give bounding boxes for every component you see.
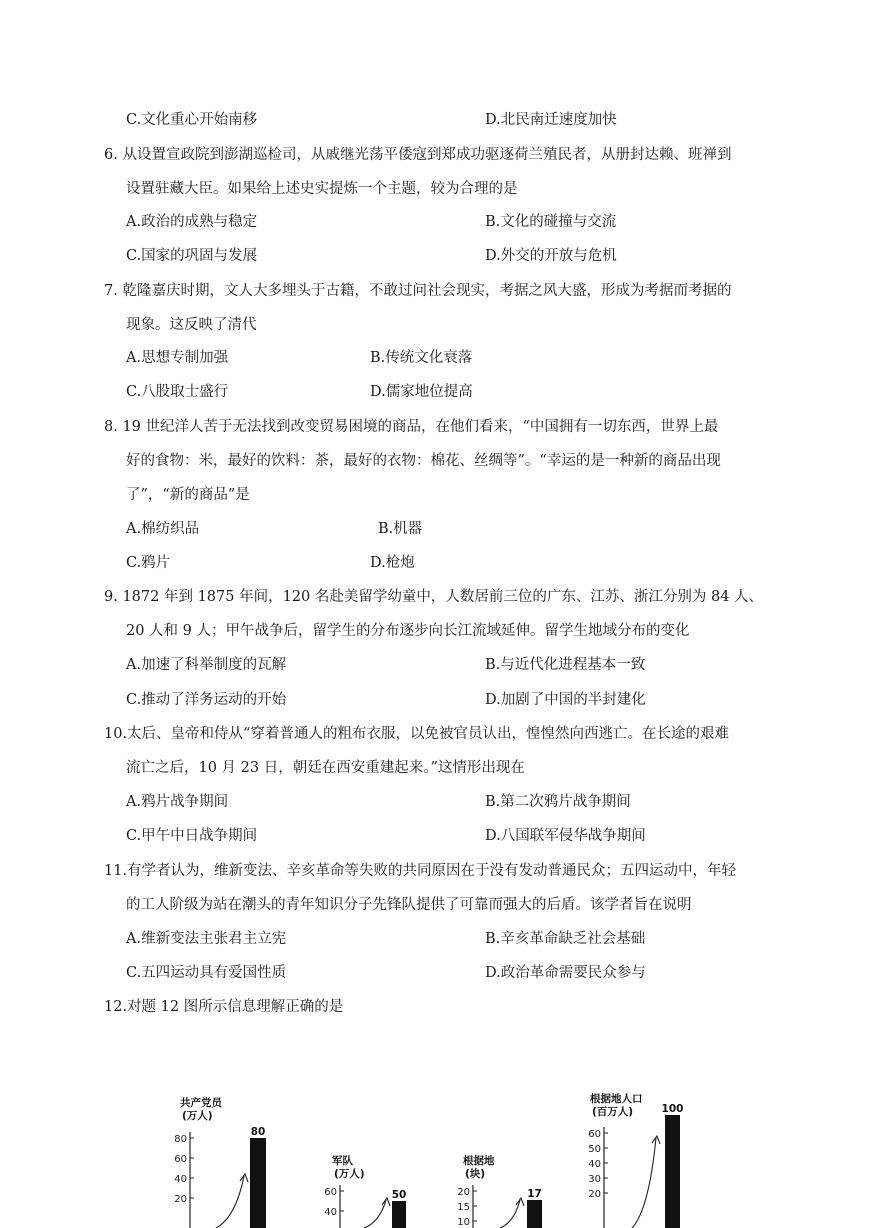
chart-1-tick-label: 40 bbox=[324, 1207, 337, 1218]
q5-option-d: D.北民南迁速度加快 bbox=[485, 112, 617, 128]
chart-0-growth-arrow bbox=[216, 1176, 244, 1228]
chart-0-tick-label: 40 bbox=[174, 1174, 187, 1185]
chart-2-bar bbox=[527, 1200, 542, 1228]
chart-2-tick-label: 20 bbox=[457, 1187, 470, 1198]
q11-option-c: C.五四运动具有爱国性质 bbox=[126, 965, 287, 981]
chart-3-tick-label: 60 bbox=[588, 1129, 601, 1140]
q8-option-b: B.机器 bbox=[378, 521, 423, 537]
chart-1-ylabel: 军队 bbox=[332, 1155, 353, 1167]
q8-option-c: C.鸦片 bbox=[126, 555, 171, 571]
q7-option-a: A.思想专制加强 bbox=[126, 350, 229, 366]
q9-stem-line1: 9. 1872 年到 1875 年间，120 名赴美留学幼童中，人数居前三位的广东、江苏、浙江分别为 84 人、 bbox=[104, 589, 764, 605]
q11-option-d: D.政治革命需要民众参与 bbox=[485, 965, 646, 981]
chart-0-tick-label: 80 bbox=[174, 1134, 187, 1145]
chart-3-tick-label: 50 bbox=[588, 1144, 601, 1155]
chart-2-ylabel: 根据地 bbox=[463, 1155, 495, 1167]
chart-2-yunit: (块) bbox=[465, 1168, 486, 1180]
q12-figure bbox=[160, 1088, 720, 1228]
q11-stem-line1: 11.有学者认为，维新变法、辛亥革命等失败的共同原因在于没有发动普通民众；五四运动中，年轻 bbox=[104, 863, 737, 879]
chart-0-tick-label: 20 bbox=[174, 1194, 187, 1205]
q12-stem-line1: 12.对题 12 图所示信息理解正确的是 bbox=[104, 999, 344, 1015]
q6-option-a: A.政治的成熟与稳定 bbox=[126, 214, 258, 230]
chart-0-value-label: 80 bbox=[250, 1126, 266, 1138]
q5-option-c: C.文化重心开始南移 bbox=[126, 112, 258, 128]
chart-2-value-label: 17 bbox=[527, 1188, 542, 1200]
q10-option-b: B.第二次鸦片战争期间 bbox=[485, 794, 631, 810]
chart-0-yunit: (万人) bbox=[182, 1110, 213, 1122]
q6-stem-line1: 6. 从设置宣政院到澎湖巡检司，从戚继光荡平倭寇到郑成功驱逐荷兰殖民者，从册封达赖、班禅到 bbox=[104, 147, 732, 163]
q7-option-c: C.八股取士盛行 bbox=[126, 384, 229, 400]
q8-stem-line3: 了”，“新的商品”是 bbox=[126, 487, 250, 503]
chart-1-value-label: 50 bbox=[391, 1189, 407, 1201]
q11-stem-line2: 的工人阶级为站在潮头的青年知识分子先锋队提供了可靠而强大的后盾。该学者旨在说明 bbox=[126, 897, 692, 913]
chart-1-bar bbox=[392, 1201, 406, 1228]
q9-stem-line2: 20 人和 9 人；甲午战争后，留学生的分布逐步向长江流域延伸。留学生地域分布的变化 bbox=[126, 623, 690, 639]
q12-chart-svg bbox=[160, 1088, 720, 1228]
chart-0-bar bbox=[250, 1138, 266, 1228]
chart-3-yunit: (百万人) bbox=[592, 1106, 634, 1118]
q10-option-a: A.鸦片战争期间 bbox=[126, 794, 229, 810]
q10-stem-line1: 10.太后、皇帝和侍从“穿着普通人的粗布衣服，以免被官员认出，惶惶然向西逃亡。在长途的艰难 bbox=[104, 726, 729, 742]
chart-3-tick-label: 30 bbox=[588, 1174, 601, 1185]
chart-1-arrow-head bbox=[382, 1198, 390, 1206]
q10-option-c: C.甲午中日战争期间 bbox=[126, 828, 258, 844]
q6-option-c: C.国家的巩固与发展 bbox=[126, 248, 258, 264]
chart-3-tick-label: 20 bbox=[588, 1189, 601, 1200]
chart-2-tick-label: 10 bbox=[457, 1217, 470, 1228]
q7-option-b: B.传统文化衰落 bbox=[370, 350, 473, 366]
chart-1-yunit: (万人) bbox=[334, 1168, 365, 1180]
q10-stem-line2: 流亡之后，10 月 23 日，朝廷在西安重建起来。”这情形出现在 bbox=[126, 760, 525, 776]
chart-3-ylabel: 根据地人口 bbox=[590, 1093, 643, 1105]
q8-option-d: D.枪炮 bbox=[370, 555, 415, 571]
q7-stem-line1: 7. 乾隆嘉庆时期，文人大多埋头于古籍，不敢过问社会现实，考据之风大盛，形成为考据而考据的 bbox=[104, 283, 732, 299]
chart-3-bar bbox=[665, 1115, 680, 1228]
q6-stem-line2: 设置驻藏大臣。如果给上述史实提炼一个主题，较为合理的是 bbox=[126, 181, 518, 197]
q7-stem-line2: 现象。这反映了清代 bbox=[126, 317, 257, 333]
q11-option-a: A.维新变法主张君主立宪 bbox=[126, 931, 287, 947]
q10-option-d: D.八国联军侵华战争期间 bbox=[485, 828, 646, 844]
q11-option-b: B.辛亥革命缺乏社会基础 bbox=[485, 931, 646, 947]
chart-3-growth-arrow bbox=[632, 1138, 656, 1228]
chart-1-tick-label: 60 bbox=[324, 1187, 337, 1198]
q8-stem-line2: 好的食物：米，最好的饮料：茶，最好的衣物：棉花、丝绸等”。“幸运的是一种新的商品出现 bbox=[126, 453, 721, 469]
chart-0-tick-label: 60 bbox=[174, 1154, 187, 1165]
chart-0-ylabel: 共产党员 bbox=[180, 1097, 222, 1109]
q9-option-b: B.与近代化进程基本一致 bbox=[485, 657, 646, 673]
q8-stem-line1: 8. 19 世纪洋人苦于无法找到改变贸易困境的商品，在他们看来，“中国拥有一切东西，世界上最 bbox=[104, 419, 719, 435]
q9-option-d: D.加剧了中国的半封建化 bbox=[485, 692, 646, 708]
chart-3-value-label: 100 bbox=[661, 1103, 684, 1115]
q6-option-b: B.文化的碰撞与交流 bbox=[485, 214, 617, 230]
q6-option-d: D.外交的开放与危机 bbox=[485, 248, 617, 264]
q9-option-a: A.加速了科举制度的瓦解 bbox=[126, 657, 287, 673]
chart-3-tick-label: 40 bbox=[588, 1159, 601, 1170]
q9-option-c: C.推动了洋务运动的开始 bbox=[126, 692, 287, 708]
q8-option-a: A.棉纺织品 bbox=[126, 521, 200, 537]
chart-2-tick-label: 15 bbox=[457, 1202, 470, 1213]
q7-option-d: D.儒家地位提高 bbox=[370, 384, 473, 400]
